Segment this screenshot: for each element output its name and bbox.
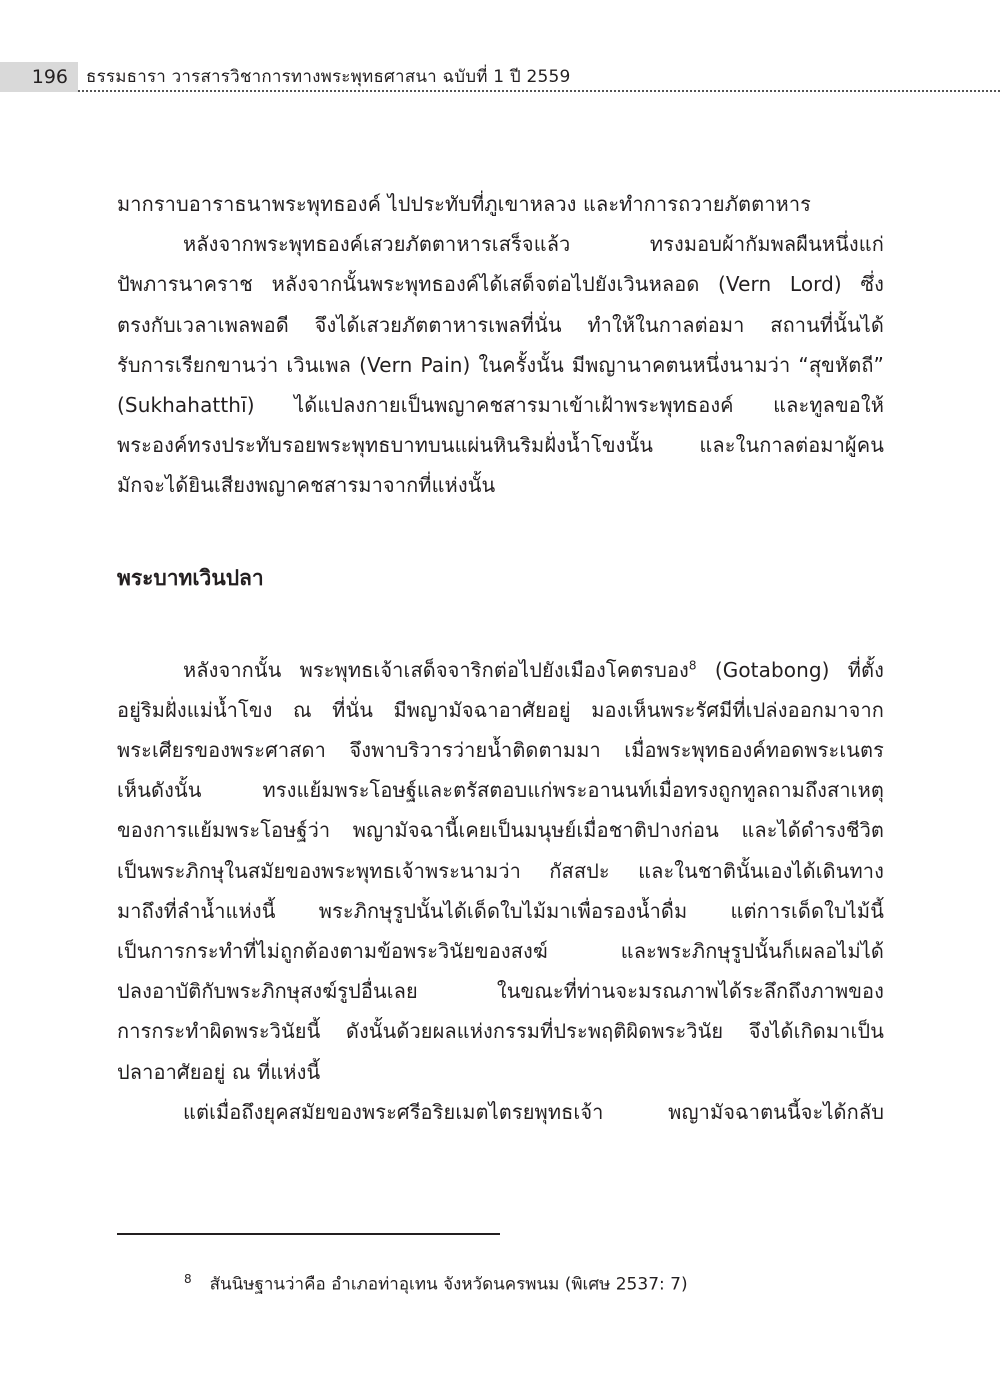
text-line: พระองค์ทรงประทับรอยพระพุทธบาทบนแผ่นหินริมฝั่งน้ำโขงนั้น และในกาลต่อมาผู้คน xyxy=(117,433,884,458)
journal-title: ธรรมธารา วารสารวิชาการทางพระพุทธศาสนา ฉบับที่ 1 ปี 2559 xyxy=(86,67,571,87)
text-line: เห็นดังนั้น ทรงแย้มพระโอษฐ์และตรัสตอบแก่พระอานนท์เมื่อทรงถูกทูลถามถึงสาเหตุ xyxy=(117,778,884,803)
text-line: เป็นพระภิกษุในสมัยของพระพุทธเจ้าพระนามว่า กัสสปะ และในชาตินั้นเองได้เดินทาง xyxy=(117,858,884,883)
paragraph xyxy=(117,224,884,505)
page-number: 196 xyxy=(0,62,78,92)
footnote-mark: 8 xyxy=(184,1272,192,1286)
text-line xyxy=(117,650,884,690)
text-line: การกระทำผิดพระวินัยนี้ ดังนั้นด้วยผลแห่งกรรมที่ประพฤติผิดพระวินัย จึงได้เกิดมาเป็น xyxy=(117,1019,884,1044)
paragraph xyxy=(117,184,884,224)
running-header xyxy=(0,62,1000,94)
text-line: อยู่ริมฝั่งแม่น้ำโขง ณ ที่นั่น มีพญามัจฉาอาศัยอยู่ มองเห็นพระรัศมีที่เปล่งออกมาจาก xyxy=(117,697,884,722)
text-line: มาถึงที่ลำน้ำแห่งนี้ พระภิกษุรูปนั้นได้เด็ดใบไม้มาเพื่อรองน้ำดื่ม แต่การเด็ดใบไม้นี้ xyxy=(117,898,884,923)
paragraph xyxy=(117,1092,884,1132)
text-line: ปลาอาศัยอยู่ ณ ที่แห่งนี้ xyxy=(117,1059,321,1084)
text-line: หลังจากพระพุทธองค์เสวยภัตตาหารเสร็จแล้ว ทรงมอบผ้ากัมพลผืนหนึ่งแก่ xyxy=(183,232,884,257)
text-line: มากราบอาราธนาพระพุทธองค์ ไปประทับที่ภูเขาหลวง และทำการถวายภัตตาหาร xyxy=(117,192,812,216)
text-line: ปลงอาบัติกับพระภิกษุสงฆ์รูปอื่นเลย ในขณะที่ท่านจะมรณภาพได้ระลึกถึงภาพของ xyxy=(117,979,884,1004)
footnote-reference: 8 xyxy=(688,657,697,672)
text-line: พระเศียรของพระศาสดา จึงพาบริวารว่ายน้ำติดตามมา เมื่อพระพุทธองค์ทอดพระเนตร xyxy=(117,738,884,763)
text-line: ของการแย้มพระโอษฐ์ว่า พญามัจฉานี้เคยเป็นมนุษย์เมื่อชาติปางก่อน และได้ดำรงชีวิต xyxy=(117,818,884,843)
text-line: (Sukhahatthī) ได้แปลงกายเป็นพญาคชสารมาเข้าเฝ้าพระพุทธองค์ และทูลขอให้ xyxy=(117,393,884,418)
text-line: เป็นการกระทำที่ไม่ถูกต้องตามข้อพระวินัยของสงฆ์ และพระภิกษุรูปนั้นก็เผลอไม่ได้ xyxy=(117,939,884,964)
text-fragment: (Gotabong) ที่ตั้ง xyxy=(696,657,884,682)
paragraph xyxy=(117,650,884,1092)
text-line: ตรงกับเวลาเพลพอดี จึงได้เสวยภัตตาหารเพลที่นั่น ทำให้ในกาลต่อมา สถานที่นั้นได้ xyxy=(117,312,884,337)
text-line: ปัพภารนาคราช หลังจากนั้นพระพุทธองค์ได้เสด็จต่อไปยังเวินหลอด (Vern Lord) ซึ่ง xyxy=(117,272,884,297)
text-fragment: หลังจากนั้น พระพุทธเจ้าเสด็จจาริกต่อไปยังเมืองโคตรบอง xyxy=(183,657,689,682)
footnote-rule xyxy=(117,1233,500,1235)
footnote xyxy=(184,1265,688,1299)
text-line: รับการเรียกขานว่า เวินเพล (Vern Pain) ในครั้งนั้น มีพญานาคตนหนึ่งนามว่า “สุขหัตถี” xyxy=(117,352,884,377)
header-dotted-rule xyxy=(78,90,1000,92)
body-text xyxy=(117,184,884,1132)
text-line: มักจะได้ยินเสียงพญาคชสารมาจากที่แห่งนั้น xyxy=(117,473,496,498)
footnote-text: สันนิษฐานว่าคือ อำเภอท่าอุเทน จังหวัดนครพนม (พิเศษ 2537: 7) xyxy=(209,1274,688,1295)
text-line: แต่เมื่อถึงยุคสมัยของพระศรีอริยเมตไตรยพุทธเจ้า พญามัจฉาตนนี้จะได้กลับ xyxy=(183,1099,884,1124)
section-heading: พระบาทเวินปลา xyxy=(117,565,264,590)
